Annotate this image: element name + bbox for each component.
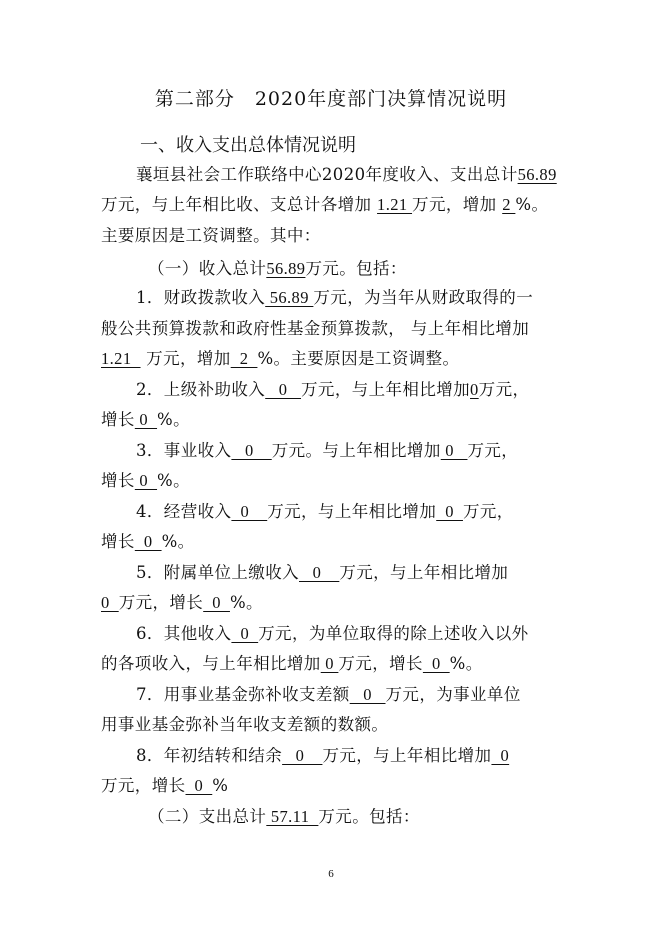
operating-income-increase: 0 [436,502,463,521]
carryover-pct: 0 [185,776,213,795]
business-income-pct: 0 [134,471,158,490]
income-total: 56.89 [266,259,306,278]
expense-heading: （二）支出总计 57.11 万元。包括： [148,807,420,826]
income-item-1-line-3: 1.21 万元，增加 2 %。主要原因是工资调整。 [101,349,460,368]
fund-balance-value: 0 [349,685,386,704]
carryover-increase: 0 [491,746,510,765]
income-item-6-line-2: 的各项收入，与上年相比增加 0 万元，增长 0 %。 [101,654,483,673]
superior-subsidy-pct: 0 [134,410,158,429]
income-item-3-line-1: 3．事业收入 0 万元。与上年相比增加 0 万元， [136,441,519,460]
income-item-2-line-2: 增长 0 %。 [101,410,191,429]
page-title: 第二部分 2020年度部门决算情况说明 [154,88,508,110]
section-heading: 一、收入支出总体情况说明 [140,135,356,156]
income-item-7-line-1: 7．用事业基金弥补收支差额 0 万元，为事业单位 [136,685,521,704]
fiscal-allocation-pct: 2 [230,349,258,368]
page-number: 6 [328,868,334,880]
superior-subsidy-increase: 0 [470,380,479,399]
business-income-value: 0 [231,441,272,460]
income-item-4-line-1: 4．经营收入 0 万元，与上年相比增加 0 万元， [136,502,514,521]
fiscal-allocation-increase: 1.21 [101,349,141,368]
summary-line-2: 万元，与上年相比收、支总计各增加 1.21 万元，增加 2 %。 [101,195,549,214]
income-item-6-line-1: 6．其他收入 0 万元，为单位取得的除上述收入以外 [136,624,529,643]
operating-income-pct: 0 [134,532,162,551]
other-income-value: 0 [231,624,259,643]
expense-total: 57.11 [266,807,319,826]
income-item-8-line-1: 8．年初结转和结余 0 万元，与上年相比增加 0 [136,746,510,765]
affiliated-unit-pct: 0 [203,593,230,612]
income-item-1-line-1: 1．财政拨款收入 56.89 万元，为当年从财政取得的一 [136,288,534,307]
fiscal-allocation-value: 56.89 [265,288,314,307]
total-increase-pct: 2 [502,195,516,214]
superior-subsidy-value: 0 [265,380,302,399]
income-item-1-line-2: 般公共预算拨款和政府性基金预算拨款， 与上年相比增加 [101,319,530,338]
income-heading: （一）收入总计56.89万元。包括： [148,259,407,278]
income-item-5-line-2: 0 万元，增长 0 %。 [101,593,263,612]
carryover-value: 0 [282,746,323,765]
other-income-pct: 0 [422,654,450,673]
income-item-8-line-2: 万元，增长 0 % [101,776,229,795]
affiliated-unit-increase: 0 [101,593,119,612]
summary-line-3: 主要原因是工资调整。其中： [101,226,321,245]
operating-income-value: 0 [231,502,268,521]
summary-line-1: 襄垣县社会工作联络中心2020年度收入、支出总计56.89 [136,165,557,184]
affiliated-unit-value: 0 [299,563,340,582]
business-income-increase: 0 [440,441,468,460]
income-item-5-line-1: 5．附属单位上缴收入 0 万元，与上年相比增加 [136,563,509,582]
income-item-3-line-2: 增长 0 %。 [101,471,191,490]
income-item-2-line-1: 2．上级补助收入 0 万元，与上年相比增加0万元， [136,380,530,399]
income-item-7-line-2: 用事业基金弥补当年收支差额的数额。 [101,715,389,734]
income-item-4-line-2: 增长 0 %。 [101,532,195,551]
total-increase: 1.21 [377,195,413,214]
other-income-increase: 0 [320,654,339,673]
total-amount: 56.89 [517,165,557,184]
